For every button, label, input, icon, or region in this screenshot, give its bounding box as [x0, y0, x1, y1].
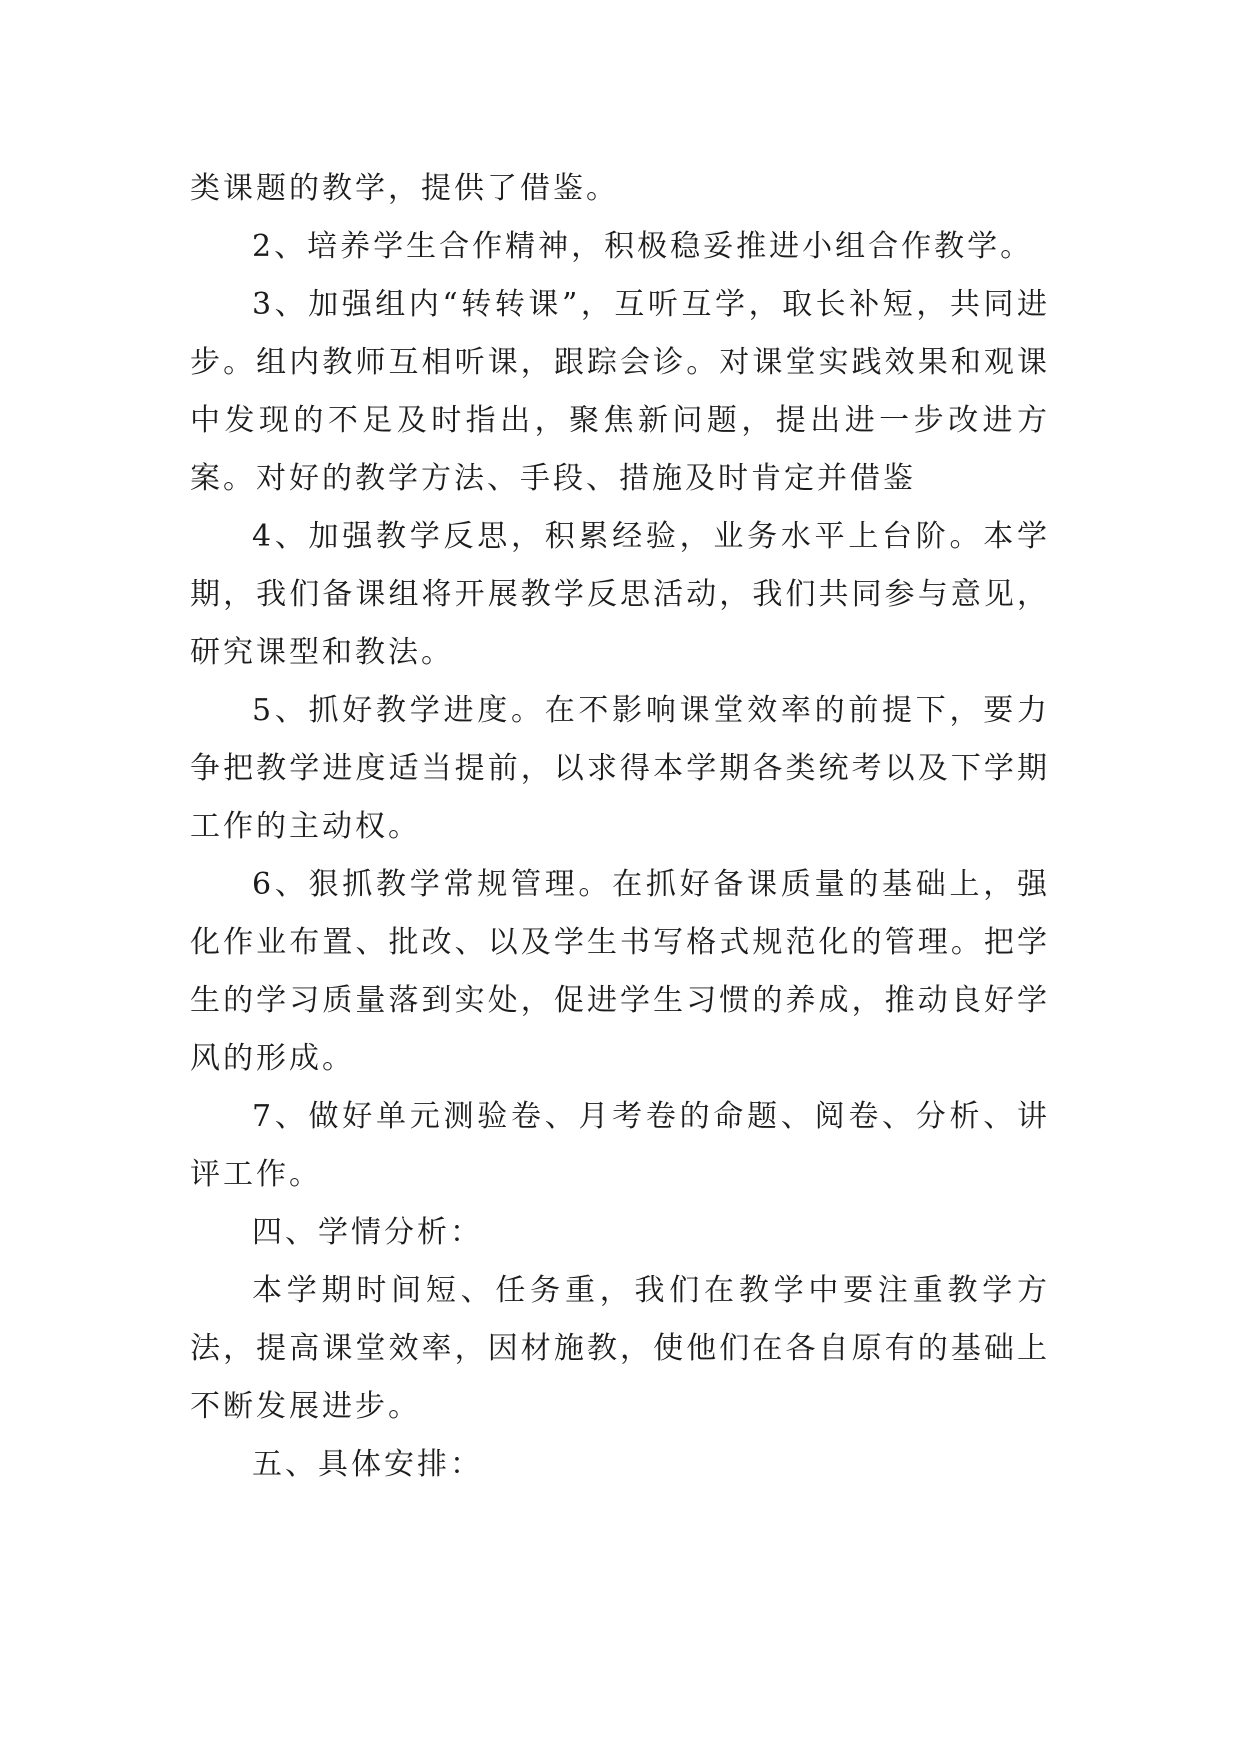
document-body: [190, 160, 1050, 1494]
paragraph-item-7: 7、做好单元测验卷、月考卷的命题、阅卷、分析、讲评工作。: [190, 1099, 1050, 1192]
paragraph-item-6: 6、狠抓教学常规管理。在抓好备课质量的基础上，强化作业布置、批改、以及学生书写格式规范化的管理。把学生的学习质量落到实处，促进学生习惯的养成，推动良好学风的形成。: [190, 867, 1050, 1076]
section-heading-5: 五、具体安排：: [252, 1447, 483, 1482]
paragraph-item-4: 4、加强教学反思，积累经验，业务水平上台阶。本学期，我们备课组将开展教学反思活动，我们共同参与意见，研究课型和教法。: [190, 519, 1050, 670]
paragraph-item-5: 5、抓好教学进度。在不影响课堂效率的前提下，要力争把教学进度适当提前，以求得本学期各类统考以及下学期工作的主动权。: [190, 693, 1050, 844]
paragraph-continuation: 类课题的教学，提供了借鉴。: [190, 171, 619, 206]
paragraph-analysis: 本学期时间短、任务重，我们在教学中要注重教学方法，提高课堂效率，因材施教，使他们在各自原有的基础上不断发展进步。: [190, 1273, 1050, 1424]
paragraph-item-3: 3、加强组内“转转课”，互听互学，取长补短，共同进步。组内教师互相听课，跟踪会诊。对课堂实践效果和观课中发现的不足及时指出，聚焦新问题，提出进一步改进方案。对好的教学方法、手段、措施及时肯定并借鉴: [190, 287, 1050, 496]
section-heading-4: 四、学情分析：: [252, 1215, 483, 1250]
paragraph-item-2: 2、培养学生合作精神，积极稳妥推进小组合作教学。: [252, 229, 1034, 264]
